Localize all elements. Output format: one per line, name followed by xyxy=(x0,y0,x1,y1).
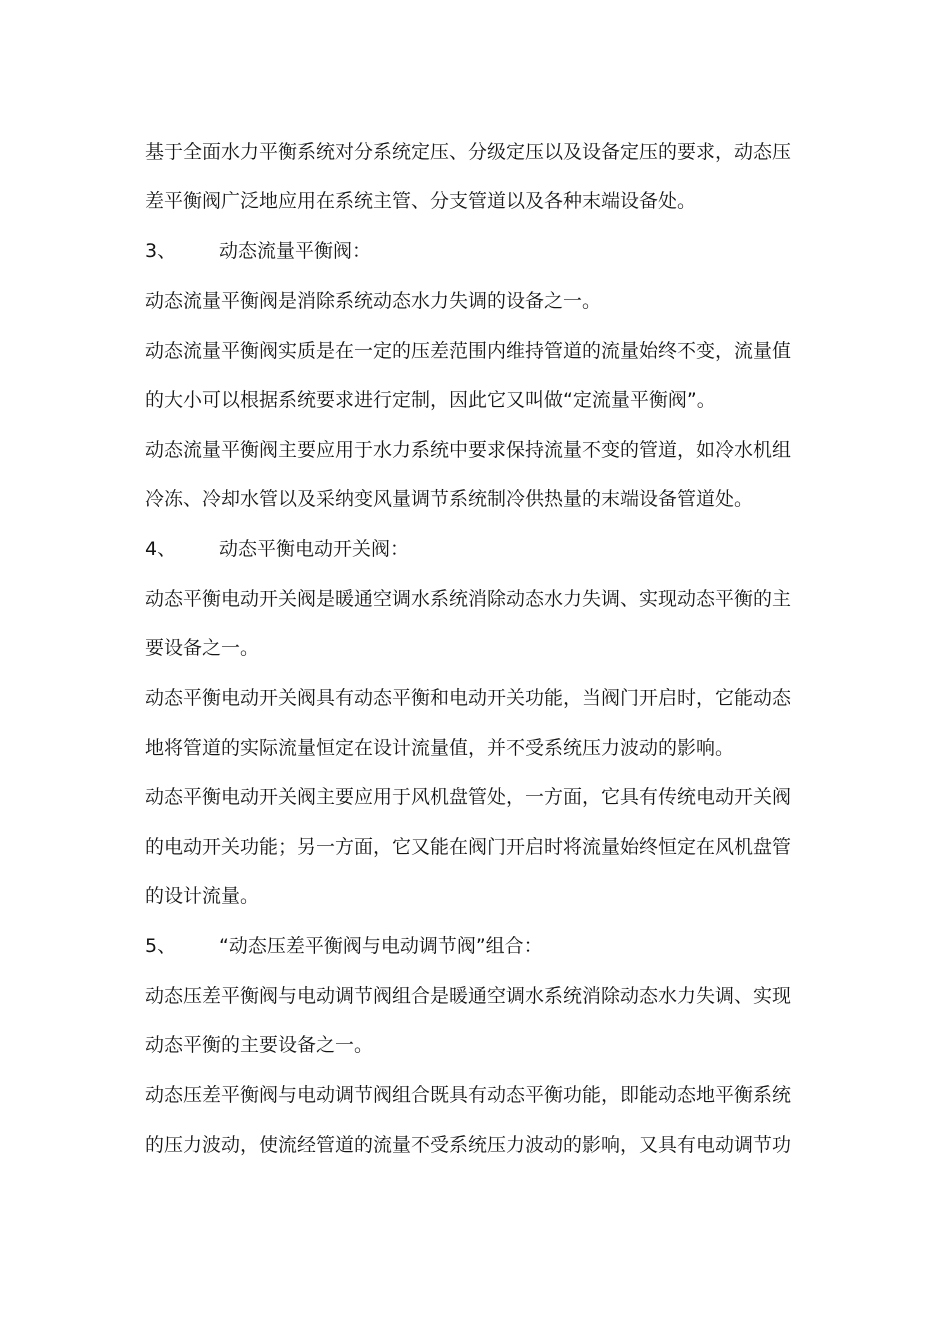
paragraph-line: 动态流量平衡阀主要应用于水力系统中要求保持流量不变的管道，如冷水机组 xyxy=(145,439,792,461)
paragraph-line: 基于全面水力平衡系统对分系统定压、分级定压以及设备定压的要求，动态压 xyxy=(145,141,792,163)
paragraph-line: 动态流量平衡阀是消除系统动态水力失调的设备之一。 xyxy=(145,290,602,312)
paragraph-line: 的设计流量。 xyxy=(145,885,260,907)
paragraph-line: 动态压差平衡阀与电动调节阀组合既具有动态平衡功能，即能动态地平衡系统 xyxy=(145,1084,792,1106)
paragraph-line: 要设备之一。 xyxy=(145,637,260,659)
heading-title: 动态平衡电动开关阀： xyxy=(219,538,410,560)
section-heading-4 xyxy=(145,536,805,562)
heading-title: 动态流量平衡阀： xyxy=(219,240,372,262)
paragraph-line: 地将管道的实际流量恒定在设计流量值，并不受系统压力波动的影响。 xyxy=(145,737,735,759)
paragraph-line: 的电动开关功能；另一方面，它又能在阀门开启时将流量始终恒定在风机盘管 xyxy=(145,836,792,858)
paragraph-line: 冷冻、冷却水管以及采纳变风量调节系统制冷供热量的末端设备管道处。 xyxy=(145,488,754,510)
paragraph-line: 动态平衡电动开关阀主要应用于风机盘管处，一方面，它具有传统电动开关阀 xyxy=(145,786,792,808)
paragraph-line: 的压力波动，使流经管道的流量不受系统压力波动的影响，又具有电动调节功 xyxy=(145,1134,792,1156)
paragraph-line: 差平衡阀广泛地应用在系统主管、分支管道以及各种末端设备处。 xyxy=(145,190,697,212)
paragraph-line: 的大小可以根据系统要求进行定制，因此它又叫做“定流量平衡阀”。 xyxy=(145,389,716,411)
heading-title: “动态压差平衡阀与电动调节阀”组合： xyxy=(219,935,543,957)
heading-number: 5、 xyxy=(145,935,177,957)
section-heading-3 xyxy=(145,238,805,264)
paragraph-line: 动态平衡的主要设备之一。 xyxy=(145,1034,374,1056)
paragraph-line: 动态平衡电动开关阀是暖通空调水系统消除动态水力失调、实现动态平衡的主 xyxy=(145,588,792,610)
heading-number: 3、 xyxy=(145,240,177,262)
heading-number: 4、 xyxy=(145,538,177,560)
paragraph-line: 动态压差平衡阀与电动调节阀组合是暖通空调水系统消除动态水力失调、实现 xyxy=(145,985,792,1007)
section-heading-5 xyxy=(145,933,805,959)
paragraph-line: 动态平衡电动开关阀具有动态平衡和电动开关功能，当阀门开启时，它能动态 xyxy=(145,687,792,709)
paragraph-line: 动态流量平衡阀实质是在一定的压差范围内维持管道的流量始终不变，流量值 xyxy=(145,340,792,362)
